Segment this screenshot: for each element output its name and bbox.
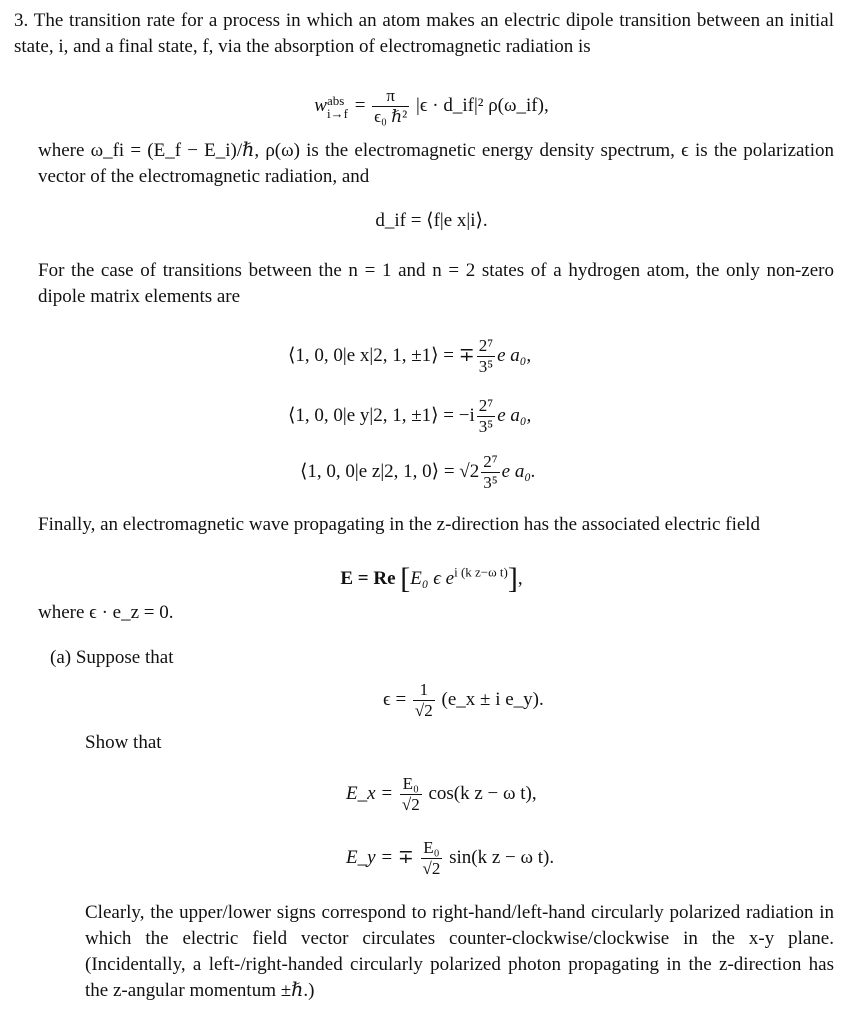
ey-numerator: E₀ [421, 838, 443, 859]
field-equation [0, 562, 863, 595]
left-bracket: [ [400, 562, 411, 595]
matrix-z-fraction [481, 452, 499, 493]
right-bracket: ] [507, 562, 518, 595]
ex-equation [346, 774, 537, 815]
matrix-element-y [288, 396, 531, 437]
matrix-z-denominator: 3⁵ [483, 473, 498, 492]
part-a-suppose-text: Suppose that [75, 647, 174, 668]
rate-subscript: i→f [326, 105, 348, 121]
matrix-y-lhs: ⟨1, 0, 0|e y|2, 1, ±1⟩ [288, 404, 439, 426]
matrix-element-x [288, 336, 531, 377]
dipole-equation: d_if = ⟨f|e x|i⟩. [375, 210, 488, 231]
intro-paragraph [14, 8, 834, 60]
matrix-z-lhs: ⟨1, 0, 0|e z|2, 1, 0⟩ [300, 460, 440, 482]
matrix-z-tail: e a₀. [501, 460, 536, 482]
ex-numerator: E₀ [400, 774, 422, 795]
ex-lhs: E_x = [346, 782, 394, 804]
eps-lhs: ϵ = [383, 688, 407, 710]
matrix-z-equals: = [443, 460, 455, 482]
ex-rhs: cos(k z − ω t), [428, 782, 537, 804]
ex-denominator: √2 [401, 795, 420, 814]
field-inner: E₀ ϵ e [410, 568, 455, 589]
rate-fraction-denominator: ϵ₀ ℏ² [374, 107, 408, 126]
matrix-x-numerator: 2⁷ [478, 336, 494, 355]
eps-equation [383, 680, 544, 721]
ey-rhs: sin(k z − ω t). [449, 846, 555, 868]
matrix-y-tail: e a₀, [497, 404, 532, 426]
ey-equation [346, 838, 554, 879]
matrix-z-coefficient: √2 [459, 460, 480, 482]
rate-symbol: w [314, 94, 327, 116]
field-tail: , [517, 568, 523, 589]
rate-equation [0, 86, 863, 127]
ey-fraction [421, 838, 443, 879]
rate-fraction-numerator: π [372, 86, 409, 107]
rate-fraction [372, 86, 409, 127]
matrix-y-fraction [477, 396, 495, 437]
rate-indices [327, 94, 348, 120]
eps-numerator: 1 [413, 680, 435, 701]
eps-rhs: (e_x ± i e_y). [441, 688, 544, 710]
rate-rhs: |ϵ · d_if|² ρ(ω_if), [416, 94, 549, 116]
rate-equals: = [354, 94, 366, 116]
matrix-x-denominator: 3⁵ [478, 357, 494, 376]
eps-denominator: √2 [414, 701, 433, 720]
matrix-z-numerator: 2⁷ [483, 452, 498, 471]
field-lhs: E = Re [340, 568, 396, 589]
field-exponent: i (k z−ω t) [454, 564, 508, 580]
ex-fraction [400, 774, 422, 815]
intro-text: The transition rate for a process in which an atom makes an electric dipole transition between an initial state, i, and a final state, f, via the absorption of electromagnetic radiation is [14, 10, 834, 57]
conclusion-paragraph: Clearly, the upper/lower signs correspond to right-hand/left-hand circularly polarized radiation in which the electric field vector circulates counter-clockwise/clockwise in the x-y plane. (Incidentally, a left-/right-handed circularly polarized photon propagating in the z-direction has the z-angular momentum ±ℏ.) [85, 902, 834, 1001]
hydrogen-paragraph: For the case of transitions between the n = 1 and n = 2 states of a hydrogen atom, the only non-zero dipole matrix elements are [38, 260, 834, 307]
eps-fraction [413, 680, 435, 721]
matrix-x-coefficient: ∓ [458, 344, 475, 366]
matrix-x-equals: = [443, 344, 455, 366]
ey-denominator: √2 [422, 859, 441, 878]
part-a-suppose [50, 645, 173, 671]
matrix-y-numerator: 2⁷ [478, 396, 494, 415]
part-a-label: (a) [50, 647, 72, 668]
ey-lhs: E_y = ∓ [346, 846, 414, 868]
matrix-x-fraction [477, 336, 495, 377]
matrix-y-denominator: 3⁵ [478, 417, 494, 436]
matrix-y-equals: = [443, 404, 455, 426]
matrix-element-z [300, 452, 536, 493]
show-that: Show that [85, 732, 162, 753]
where-eps-line: where ϵ · e_z = 0. [38, 602, 174, 623]
matrix-y-coefficient: −i [458, 404, 475, 426]
matrix-x-lhs: ⟨1, 0, 0|e x|2, 1, ±1⟩ [288, 344, 439, 366]
where-omega-paragraph: where ω_fi = (E_f − E_i)/ℏ, ρ(ω) is the electromagnetic energy density spectrum, ϵ is the polarization vector of the electromagnetic radiation, and [38, 140, 834, 187]
rate-superscript: abs [326, 92, 345, 108]
matrix-x-tail: e a₀, [497, 344, 532, 366]
problem-number: 3. [14, 10, 29, 31]
finally-paragraph: Finally, an electromagnetic wave propagating in the z-direction has the associated electric field [38, 514, 761, 535]
